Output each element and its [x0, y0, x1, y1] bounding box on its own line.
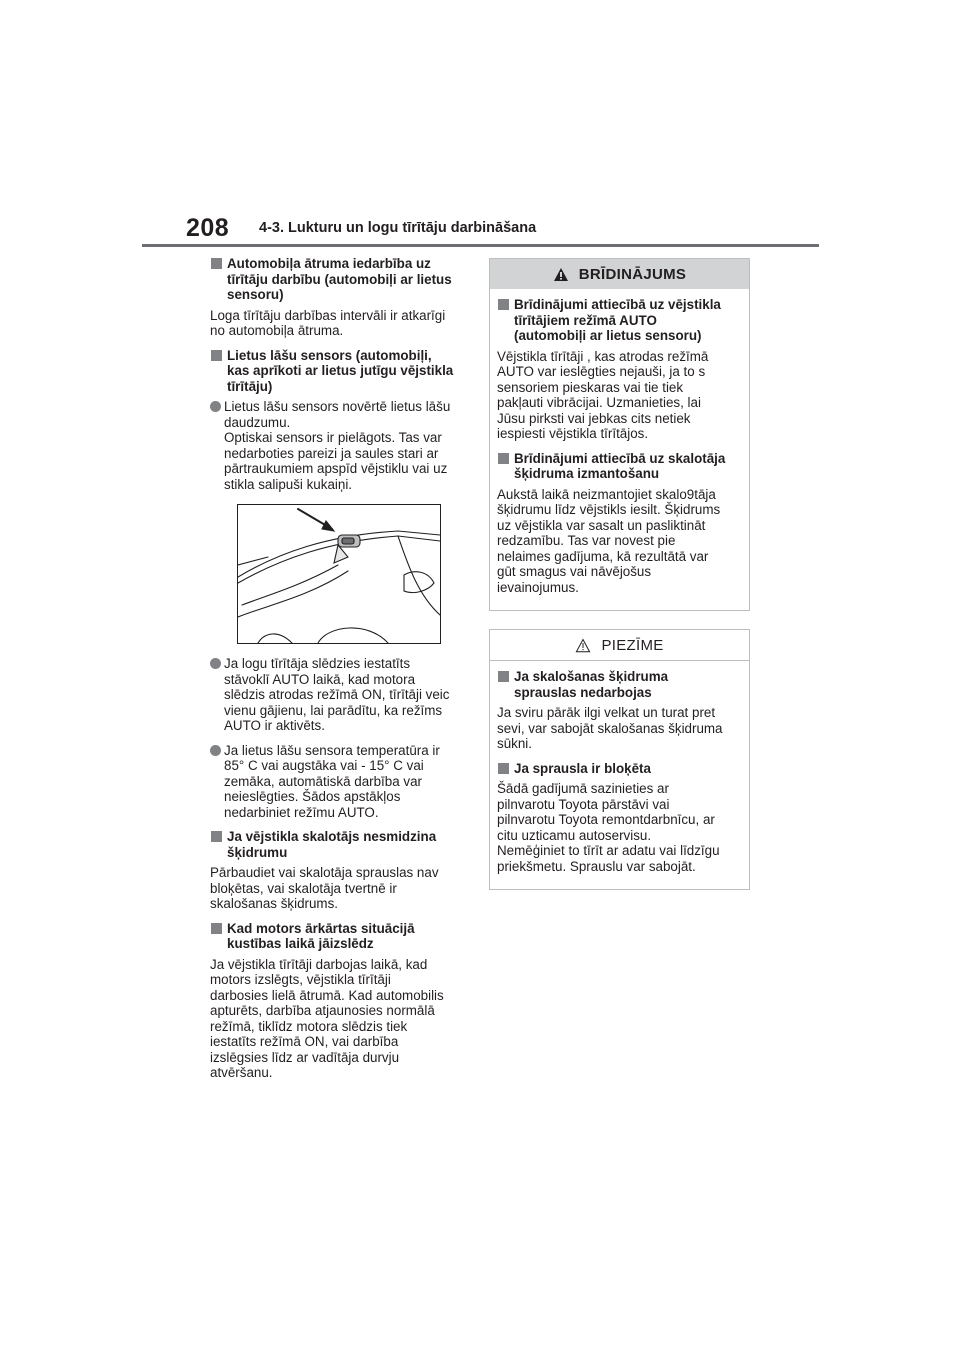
text-line: pārtraukumiem apspīd vējstiklu vai uz	[224, 461, 448, 476]
text-line: atvēršanu.	[210, 1065, 273, 1080]
chapter-title: 4-3. Lukturu un logu tīrītāju darbināšana	[259, 220, 537, 236]
text-line: sensoru)	[227, 287, 284, 302]
note-heading-blocked	[497, 761, 742, 777]
text-line: zemāka, automātiskā darbība var	[224, 773, 422, 789]
section-heading-speed	[210, 256, 472, 303]
warning-heading-fluid	[497, 451, 742, 482]
header-rule	[142, 244, 819, 247]
text-line: priekšmetu. Sprauslu var sabojāt.	[497, 858, 696, 874]
text-line: Brīdinājumi attiecībā uz vējstikla	[514, 297, 721, 312]
section-text-washer	[210, 865, 472, 912]
text-line: iespiesti vējstikla tīrītājos.	[497, 426, 649, 441]
text-line: tīrītājiem režīmā AUTO	[514, 312, 657, 328]
square-bullet-icon	[498, 453, 509, 464]
text-line: (automobiļi ar lietus sensoru)	[514, 328, 702, 343]
square-bullet-icon	[211, 923, 222, 934]
text-line: slēdzis atrodas režīmā ON, tīrītāji veic	[224, 687, 450, 702]
text-line: Optiskai sensors ir pielāgots. Tas var	[224, 430, 442, 445]
warning-heading-auto	[497, 297, 742, 344]
text-line: Automobiļa ātruma iedarbība uz	[227, 256, 431, 271]
section-heading-rain-sensor	[210, 348, 472, 395]
text-line: uz vējstikla var sasalt un pasliktināt	[497, 517, 706, 533]
text-line: sensoriem pieskaras vai tie tiek	[497, 379, 684, 395]
round-bullet-icon	[210, 401, 221, 412]
text-line: izslēgsies līdz ar vadītāja durvju	[210, 1049, 400, 1065]
square-bullet-icon	[211, 258, 222, 269]
text-line: no automobiļa ātruma.	[210, 323, 344, 338]
text-line: Ja logu tīrītāja slēdzies iestatīts	[224, 656, 411, 671]
text-line: Aukstā laikā neizmantojiet skalo9tāja	[497, 486, 716, 502]
text-line: motors izslēgts, vējstikla tīrītāji	[210, 972, 391, 987]
round-bullet-icon	[210, 745, 221, 756]
text-line: vienu gājienu, lai parādītu, ka režīms	[224, 702, 443, 718]
text-line: bloķētas, vai skalotāja tvertnē ir	[210, 880, 397, 896]
text-line: citu uzticamu autoservisu.	[497, 827, 652, 843]
caution-triangle-outline-icon	[575, 638, 591, 653]
text-line: Šādā gadījumā sazinieties ar	[497, 781, 669, 796]
text-line: neieslēgties. Šādos apstākļos	[224, 789, 401, 804]
page-header	[0, 0, 960, 250]
section-text-emergency	[210, 957, 472, 1081]
text-line: Ja sprausla ir bloķēta	[514, 760, 651, 776]
bullet-item	[210, 656, 472, 734]
bullet-item	[210, 399, 472, 492]
warning-body	[490, 289, 749, 610]
text-line: Vējstikla tīrītāji , kas atrodas režīmā	[497, 348, 709, 364]
left-column	[210, 256, 472, 1090]
bullet-item	[210, 743, 472, 821]
text-line: Lietus lāšu sensors novērtē lietus lāšu	[224, 399, 451, 414]
square-bullet-icon	[211, 831, 222, 842]
square-bullet-icon	[211, 350, 222, 361]
text-line: režīmā, tiklīdz motora slēdzis tiek	[210, 1018, 408, 1034]
text-line: 85° C vai augstāka vai - 15° C vai	[224, 758, 424, 773]
text-line: tīrītāju darbību (automobiļi ar lietus	[227, 271, 452, 287]
square-bullet-icon	[498, 763, 509, 774]
text-line: Ja vējstikla skalotājs nesmidzina	[227, 829, 437, 844]
section-heading-emergency	[210, 921, 472, 952]
text-line: darbosies lielā ātrumā. Kad automobilis	[210, 987, 444, 1003]
right-column	[489, 258, 750, 906]
text-line: AUTO var ieslēgties nejauši, ja to s	[497, 364, 706, 379]
text-line: Kad motors ārkārtas situācijā	[227, 920, 415, 936]
text-line: pilnvarotu Toyota remontdarbnīcu, ar	[497, 812, 715, 827]
text-line: Jūsu pirksti vai jebkas cits netiek	[497, 410, 691, 426]
text-line: iestatīts režīmā ON, vai darbība	[210, 1034, 399, 1049]
text-line: skalošanas šķidrums.	[210, 896, 339, 911]
text-line: ievainojumus.	[497, 579, 579, 595]
text-line: apturēts, darbība atjaunosies normālā	[210, 1003, 435, 1018]
text-line: stikla salipuši kukaiņi.	[224, 476, 353, 492]
note-title-bar	[490, 630, 749, 661]
round-bullet-icon	[210, 658, 221, 669]
text-line: AUTO ir aktivēts.	[224, 718, 325, 733]
text-line: Pārbaudiet vai skalotāja sprauslas nav	[210, 865, 439, 880]
section-text-speed	[210, 308, 472, 339]
text-line: Lietus lāšu sensors (automobiļi,	[227, 347, 432, 363]
text-line: sevi, var sabojāt skalošanas šķidruma	[497, 720, 723, 736]
text-line: redzamību. Tas var novest pie	[497, 533, 676, 548]
section-heading-washer	[210, 829, 472, 860]
text-line: stāvoklī AUTO laikā, kad motora	[224, 671, 416, 687]
text-line: Loga tīrītāju darbības intervāli ir atkarīgi	[210, 307, 446, 323]
warning-triangle-icon	[553, 267, 569, 282]
text-line: pakļauti vibrācijai. Uzmanieties, lai	[497, 395, 701, 410]
warning-title: BRĪDINĀJUMS	[578, 265, 687, 283]
note-text-blocked	[497, 781, 742, 874]
text-line: daudzumu.	[224, 414, 291, 430]
note-title: PIEZĪME	[601, 636, 664, 654]
warning-title-bar	[490, 259, 749, 289]
text-line: sūkni.	[497, 736, 532, 751]
page-number: 208	[186, 214, 230, 242]
square-bullet-icon	[498, 671, 509, 682]
text-line: nelaimes gadījuma, kā rezultātā var	[497, 548, 709, 564]
text-line: sprauslas nedarbojas	[514, 684, 652, 700]
warning-text-fluid	[497, 487, 742, 596]
text-line: Ja vējstikla tīrītāji darbojas laikā, kad	[210, 956, 428, 972]
windshield-sensor-illustration	[238, 505, 440, 643]
note-heading-nozzles	[497, 669, 742, 700]
note-text-nozzles	[497, 705, 742, 752]
text-line: Ja skalošanas šķidruma	[514, 669, 669, 684]
note-body	[490, 661, 749, 889]
text-line: Brīdinājumi attiecībā uz skalotāja	[514, 450, 726, 466]
text-line: kustības laikā jāizslēdz	[227, 936, 374, 951]
note-box	[489, 629, 750, 890]
square-bullet-icon	[498, 299, 509, 310]
text-line: nedarboties pareizi ja saules stari ar	[224, 445, 439, 461]
warning-box	[489, 258, 750, 611]
text-line: Nemēģiniet to tīrīt ar adatu vai līdzīgu	[497, 843, 720, 858]
text-line: šķidruma izmantošanu	[514, 466, 660, 481]
text-line: šķidrumu līdz vējstikls iesilt. Šķidrums	[497, 502, 721, 517]
text-line: Ja lietus lāšu sensora temperatūra ir	[224, 742, 440, 758]
text-line: nedarbiniet režīmu AUTO.	[224, 804, 379, 820]
text-line: gūt smagus vai nāvējošus	[497, 564, 652, 579]
rain-sensor-illustration	[237, 504, 441, 644]
text-line: Ja sviru pārāk ilgi velkat un turat pret	[497, 705, 716, 720]
warning-text-auto	[497, 349, 742, 442]
text-line: tīrītāju)	[227, 378, 273, 394]
text-line: šķidrumu	[227, 844, 288, 860]
text-line: pilnvarotu Toyota pārstāvi vai	[497, 796, 670, 812]
text-line: kas aprīkoti ar lietus jutīgu vējstikla	[227, 363, 454, 378]
